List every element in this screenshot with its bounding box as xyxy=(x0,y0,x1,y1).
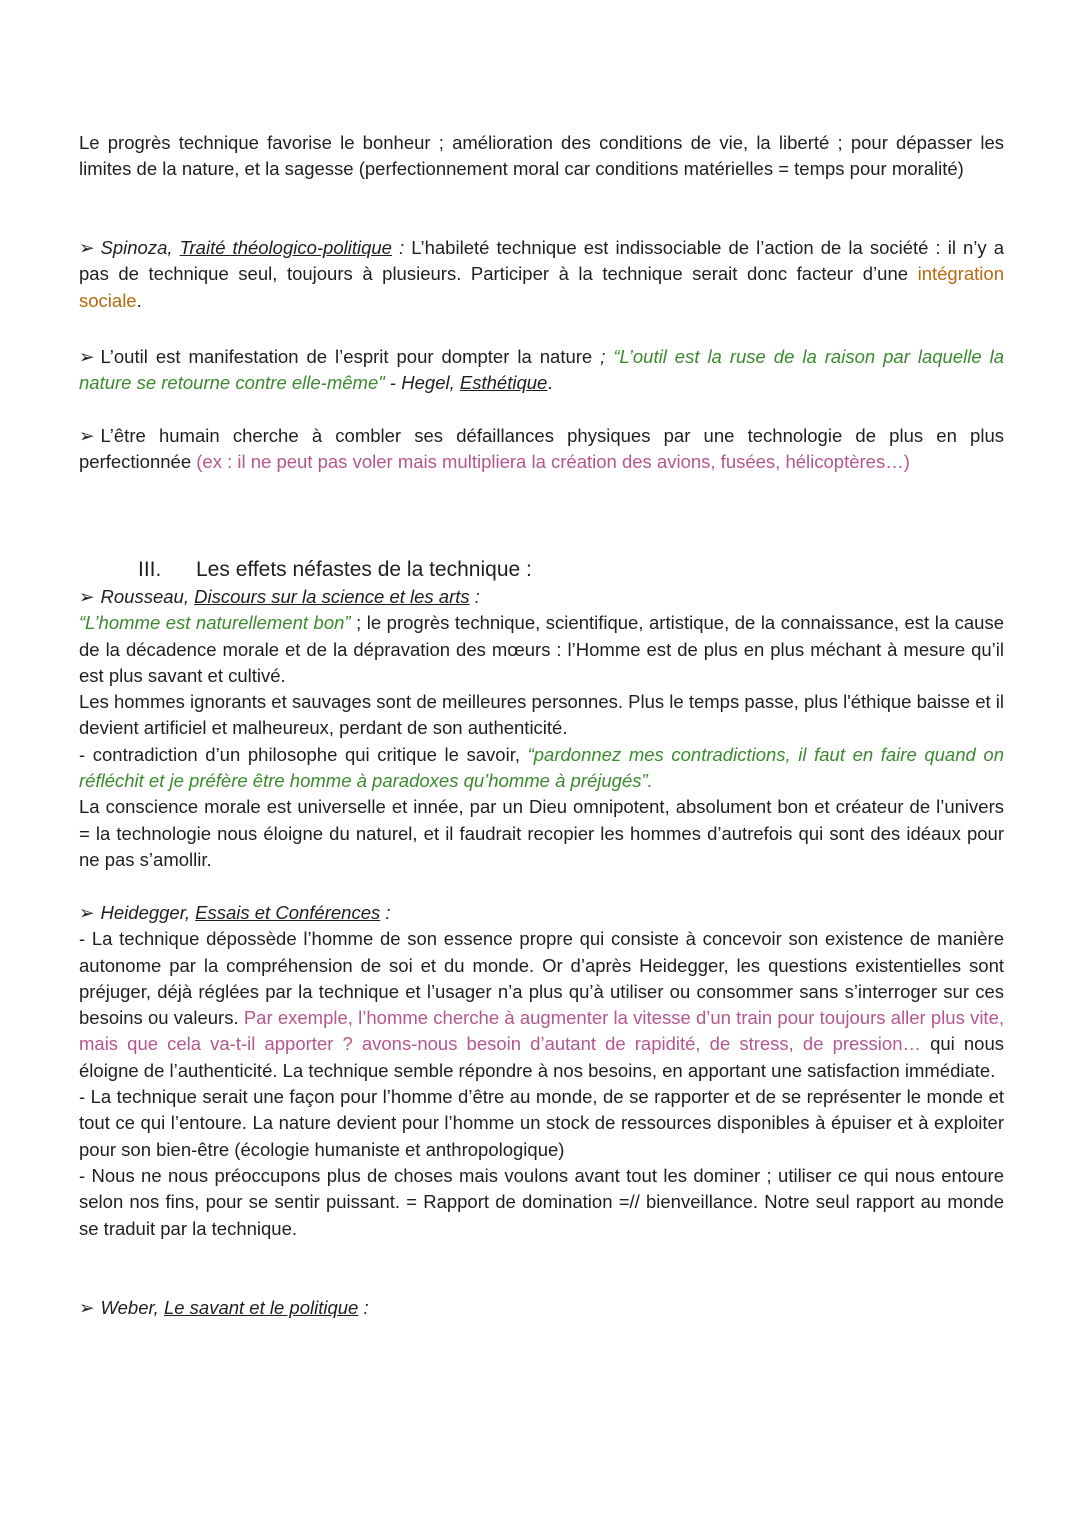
spinoza-text: L’habileté technique est indissociable de l’action de la société : il n’y a pas de technique seul, toujours à plusieurs. Participer à la technique serait donc facteur d’une xyxy=(79,237,1004,285)
rousseau-quote-1: “L’homme est naturellement bon” xyxy=(79,612,351,634)
heidegger-colon: : xyxy=(380,902,391,923)
spinoza-work-title: Traité théologico-politique xyxy=(179,237,392,258)
arrow-bullet-icon: ➢ xyxy=(79,425,95,446)
spinoza-paragraph xyxy=(79,235,1004,314)
section-heading xyxy=(138,556,532,584)
hegel-author: Hegel, xyxy=(401,372,460,394)
arrow-bullet-icon: ➢ xyxy=(79,237,95,258)
hegel-quote: “L’outil est la ruse de la raison par laquelle la nature se retourne contre elle-même" xyxy=(79,346,1005,394)
section-number: III. xyxy=(138,558,162,581)
section-title: Les effets néfastes de la technique : xyxy=(196,558,532,581)
hegel-work-title: Esthétique xyxy=(459,372,548,394)
hegel-semicolon: ; xyxy=(600,346,614,367)
arrow-bullet-icon: ➢ xyxy=(79,1297,95,1318)
heidegger-example: Par exemple, l’homme cherche à augmenter la vitesse d’un train pour toujours aller plus vite, mais que cela va-t-il apporter ? avons-nous besoin d’autant de rapidité, de stress, de pression… xyxy=(79,1007,1004,1055)
heidegger-heading xyxy=(79,900,1004,926)
rousseau-work-title: Discours sur la science et les arts xyxy=(194,586,470,607)
hegel-text: L’outil est manifestation de l’esprit pour dompter la nature xyxy=(100,346,601,367)
arrow-bullet-icon: ➢ xyxy=(79,586,95,607)
arrow-bullet-icon: ➢ xyxy=(79,902,95,923)
rousseau-author: Rousseau, xyxy=(100,586,195,607)
technology-text: L’être humain cherche à combler ses défaillances physiques par une technologie de plus en plus perfectionnée xyxy=(79,425,1004,473)
heidegger-point-2: - La technique serait une façon pour l’homme d’être au monde, de se rapporter et de se représenter le monde et tout ce qui l’entoure. La nature devient pour l’homme un stock de ressources disponibles à épuiser et à exploiter pour son bien-être (écologie humaniste et anthropologique) xyxy=(79,1086,1004,1160)
technology-example: (ex : il ne peut pas voler mais multipliera la création des avions, fusées, hélicoptères…) xyxy=(196,451,910,473)
weber-paragraph xyxy=(79,1295,1004,1321)
rousseau-heading xyxy=(79,584,1004,610)
heidegger-point-1-end: qui nous éloigne de l’authenticité. La technique semble répondre à nos besoins, en apportant une satisfaction immédiate. xyxy=(79,1033,1004,1081)
rousseau-colon: : xyxy=(469,586,480,607)
rousseau-text-1: ; le progrès technique, scientifique, artistique, de la connaissance, est la cause de la décadence morale et de la dépravation des mœurs : l’Homme est de plus en plus méchant à mesure qu’il est plus savant et cultivé. xyxy=(79,612,1004,686)
spinoza-author: Spinoza, xyxy=(100,237,180,258)
spinoza-end: . xyxy=(136,289,142,311)
intro-paragraph: Le progrès technique favorise le bonheur ; amélioration des conditions de vie, la liberté ; pour dépasser les limites de la nature, et la sagesse (perfectionnement moral car conditions matérielles = temps pour moralité) xyxy=(79,132,1004,180)
rousseau-text-3: - contradiction d’un philosophe qui critique le savoir, xyxy=(79,743,528,765)
spinoza-colon: : xyxy=(391,237,405,258)
rousseau-block xyxy=(79,584,1004,873)
rousseau-paragraph-1 xyxy=(79,610,1004,689)
hegel-dash: - xyxy=(384,372,402,394)
arrow-bullet-icon: ➢ xyxy=(79,346,95,367)
rousseau-paragraph-2: Les hommes ignorants et sauvages sont de meilleures personnes. Plus le temps passe, plus l'éthique baisse et il devient artificiel et malheureux, perdant de son authenticité. xyxy=(79,691,1004,739)
hegel-paragraph xyxy=(79,344,1004,397)
technology-paragraph xyxy=(79,423,1004,476)
weber-colon: : xyxy=(358,1297,369,1318)
weber-author: Weber, xyxy=(100,1297,164,1318)
heidegger-block xyxy=(79,900,1004,1242)
spinoza-highlight: intégration sociale xyxy=(79,263,1004,311)
heidegger-work-title: Essais et Conférences xyxy=(195,902,381,923)
rousseau-quote-2: “pardonnez mes contradictions, il faut en faire quand on réfléchit et je préfère être homme à paradoxes qu’homme à préjugés”. xyxy=(79,743,1004,792)
heidegger-point-3: - Nous ne nous préoccupons plus de choses mais voulons avant tout les dominer ; utiliser ce qui nous entoure selon nos fins, pour se sentir puissant. = Rapport de domination =// bienveillance. Notre seul rapport au monde se traduit par la technique. xyxy=(79,1164,1004,1239)
heidegger-point-1-text: - La technique dépossède l’homme de son essence propre qui consiste à concevoir son existence de manière autonome par la compréhension de soi et du monde. Or d’après Heidegger, les questions existentielles sont préjuger, déjà réglées par la technique et l’usager n’a plus qu’à utiliser ou consommer sans s’interroger sur ces besoins ou valeurs. xyxy=(79,928,1004,1029)
rousseau-paragraph-3 xyxy=(79,742,1004,795)
heidegger-author: Heidegger, xyxy=(100,902,196,923)
weber-work-title: Le savant et le politique xyxy=(163,1297,359,1318)
heidegger-point-1 xyxy=(79,926,1004,1084)
rousseau-paragraph-4: La conscience morale est universelle et innée, par un Dieu omnipotent, absolument bon et créateur de l’univers = la technologie nous éloigne du naturel, et il faudrait recopier les hommes d’autrefois qui sont des idéaux pour ne pas s’amollir. xyxy=(79,796,1004,870)
hegel-end: . xyxy=(547,372,553,394)
